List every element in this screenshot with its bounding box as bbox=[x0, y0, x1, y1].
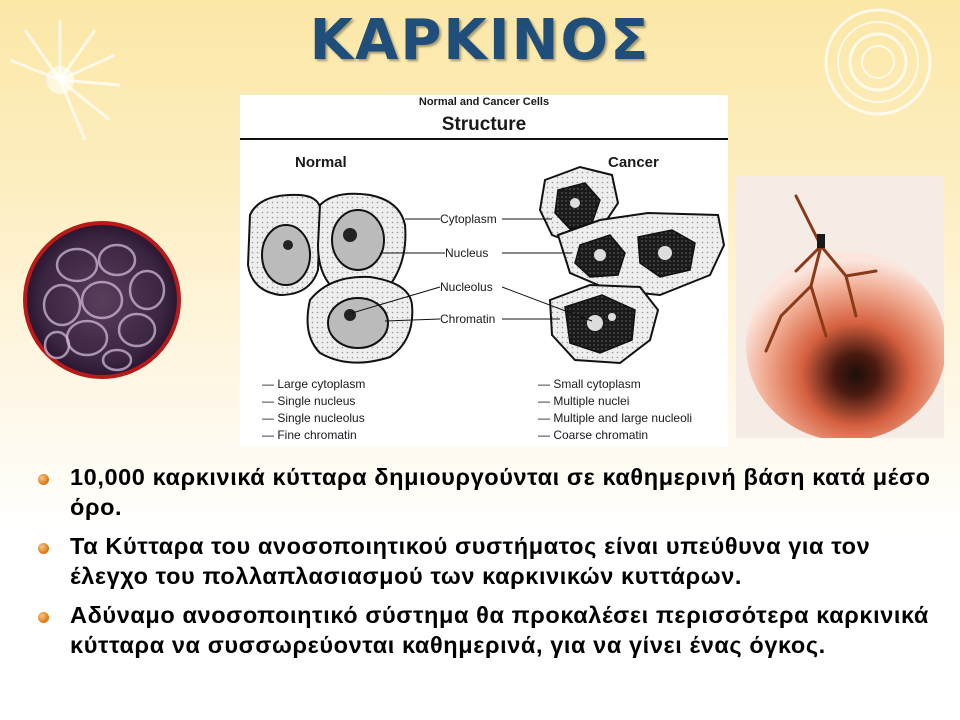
bullet-text: Αδύναμο ανοσοποιητικό σύστημα θα προκαλέσει περισσότερα καρκινικά κύτταρα να συσσωρεύονται καθημερινά, για να γίνει ένας όγκος. bbox=[70, 602, 929, 658]
cancer-trait: — Multiple nuclei bbox=[538, 394, 630, 408]
normal-trait: — Fine chromatin bbox=[262, 428, 357, 442]
label-cytoplasm: Cytoplasm bbox=[440, 212, 497, 226]
cancer-trait: — Multiple and large nucleoli bbox=[538, 411, 693, 425]
normal-trait: — Single nucleus bbox=[262, 394, 356, 408]
bullet-item bbox=[30, 600, 945, 660]
normal-cells bbox=[248, 194, 412, 363]
cancer-cells bbox=[540, 167, 724, 363]
bullet-dot-icon bbox=[38, 612, 49, 623]
slide-title: ΚΑΡΚΙΝΟΣ bbox=[309, 8, 651, 73]
cancer-traits bbox=[538, 377, 692, 442]
label-nucleus: Nucleus bbox=[445, 246, 489, 260]
label-chromatin: Chromatin bbox=[440, 312, 496, 326]
normal-traits bbox=[262, 377, 365, 442]
normal-trait: — Single nucleolus bbox=[262, 411, 365, 425]
diagram-heading: Structure bbox=[441, 114, 527, 135]
cancer-trait: — Coarse chromatin bbox=[538, 428, 649, 442]
diagram-caption: Normal and Cancer Cells bbox=[418, 96, 550, 108]
cancer-cells-micrograph bbox=[22, 220, 182, 380]
bullet-item bbox=[30, 531, 945, 591]
cancer-trait: — Small cytoplasm bbox=[538, 377, 641, 391]
bullet-dot-icon bbox=[38, 474, 49, 485]
label-nucleolus: Nucleolus bbox=[440, 280, 493, 294]
bullet-item bbox=[30, 462, 945, 522]
cell-structure-diagram bbox=[240, 95, 728, 447]
bullet-text: Τα Κύτταρα του ανοσοποιητικού συστήματος είναι υπεύθυνα για τον έλεγχο του πολλαπλασιασμού των καρκινικών κυττάρων. bbox=[70, 533, 871, 589]
bullet-text: 10,000 καρκινικά κύτταρα δημιουργούνται σε καθημερινή βάση κατά μέσο όρο. bbox=[70, 464, 931, 520]
tumor-photo bbox=[736, 176, 944, 438]
bullet-list bbox=[30, 462, 945, 669]
bullet-dot-icon bbox=[38, 543, 49, 554]
normal-label: Normal bbox=[295, 154, 347, 171]
normal-trait: — Large cytoplasm bbox=[262, 377, 366, 391]
cancer-label: Cancer bbox=[608, 154, 659, 171]
